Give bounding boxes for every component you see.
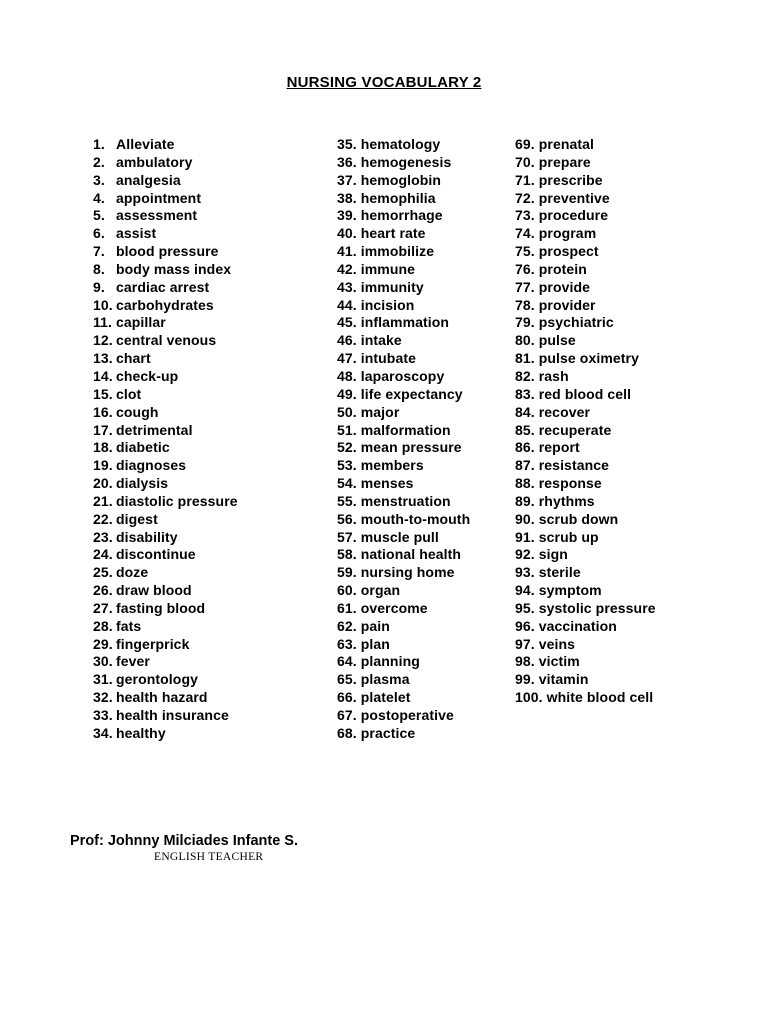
item-word: central venous	[116, 332, 217, 349]
document-title: NURSING VOCABULARY 2	[286, 74, 482, 91]
vocabulary-item	[93, 653, 238, 671]
vocabulary-item: 81. pulse oximetry	[515, 350, 639, 367]
item-number: 19.	[93, 457, 113, 474]
vocabulary-item: 80. pulse	[515, 332, 576, 349]
item-word: capillar	[116, 314, 166, 331]
vocabulary-item: 39. hemorrhage	[337, 207, 443, 224]
vocabulary-item: 68. practice	[337, 724, 416, 741]
vocabulary-item: 67. postoperative	[337, 707, 454, 723]
vocabulary-item: 76. protein	[515, 260, 587, 277]
vocabulary-item: 85. recuperate	[515, 421, 612, 438]
item-word: appointment	[116, 189, 202, 206]
vocabulary-item: 66. platelet	[337, 689, 411, 706]
vocabulary-item: 88. response	[515, 475, 602, 492]
vocabulary-item: 90. scrub down	[515, 510, 619, 527]
vocabulary-item: 94. symptom	[515, 582, 602, 599]
vocabulary-item: 95. systolic pressure	[515, 599, 656, 616]
vocabulary-column-1	[93, 136, 238, 743]
vocabulary-item: 89. rhythms	[515, 492, 595, 509]
item-word: fasting blood	[116, 599, 206, 616]
item-number: 12.	[93, 332, 113, 349]
vocabulary-item	[93, 689, 238, 707]
vocabulary-item: 41. immobilize	[337, 243, 435, 260]
vocabulary-item: 61. overcome	[337, 599, 428, 616]
item-word: ambulatory	[116, 153, 193, 170]
item-number: 27.	[93, 599, 113, 616]
vocabulary-item: 35. hematology	[337, 136, 441, 152]
vocabulary-item	[93, 368, 238, 386]
vocabulary-item: 53. members	[337, 457, 424, 474]
vocabulary-item: 83. red blood cell	[515, 385, 632, 402]
vocabulary-item	[93, 457, 238, 475]
vocabulary-item: 54. menses	[337, 475, 414, 492]
vocabulary-item: 48. laparoscopy	[337, 367, 445, 384]
vocabulary-item: 64. planning	[337, 653, 420, 670]
vocabulary-item: 60. organ	[337, 582, 401, 599]
item-number: 14.	[93, 367, 113, 384]
item-number: 8.	[93, 260, 105, 277]
vocabulary-item: 79. psychiatric	[515, 314, 614, 331]
vocabulary-item: 82. rash	[515, 367, 569, 384]
professor-role: ENGLISH TEACHER	[154, 851, 264, 863]
vocabulary-item	[93, 582, 238, 600]
vocabulary-item: 86. report	[515, 439, 580, 456]
item-word: assessment	[116, 207, 198, 224]
item-word: diagnoses	[116, 457, 187, 474]
item-word: cardiac arrest	[116, 278, 210, 295]
item-word: detrimental	[116, 421, 193, 438]
vocabulary-item: 63. plan	[337, 635, 390, 652]
vocabulary-item	[93, 243, 238, 261]
vocabulary-item: 70. prepare	[515, 153, 591, 170]
vocabulary-item: 40. heart rate	[337, 225, 426, 242]
vocabulary-item	[93, 332, 238, 350]
item-word: doze	[116, 564, 149, 581]
vocabulary-item	[93, 600, 238, 618]
item-word: fever	[116, 653, 150, 670]
item-number: 25.	[93, 564, 113, 581]
vocabulary-item: 72. preventive	[515, 189, 610, 206]
vocabulary-item	[93, 404, 238, 422]
item-number: 33.	[93, 707, 113, 723]
item-word: dialysis	[116, 475, 169, 492]
item-word: diastolic pressure	[116, 492, 238, 509]
vocabulary-item: 58. national health	[337, 546, 462, 563]
vocabulary-item	[93, 529, 238, 547]
vocabulary-item	[93, 439, 238, 457]
vocabulary-item: 77. provide	[515, 278, 591, 295]
item-number: 15.	[93, 385, 113, 402]
item-word: cough	[116, 403, 159, 420]
vocabulary-item: 45. inflammation	[337, 314, 450, 331]
vocabulary-item: 59. nursing home	[337, 564, 455, 581]
item-number: 24.	[93, 546, 113, 563]
vocabulary-item: 49. life expectancy	[337, 385, 463, 402]
item-number: 10.	[93, 296, 113, 313]
item-number: 4.	[93, 189, 105, 206]
item-word: gerontology	[116, 671, 198, 688]
vocabulary-item	[93, 493, 238, 511]
item-number: 28.	[93, 617, 113, 634]
item-number: 3.	[93, 171, 105, 188]
item-number: 11.	[93, 314, 112, 331]
item-number: 16.	[93, 403, 113, 420]
vocabulary-item	[93, 671, 238, 689]
item-number: 22.	[93, 510, 113, 527]
item-number: 9.	[93, 278, 105, 295]
item-word: check-up	[116, 367, 179, 384]
vocabulary-item	[93, 190, 238, 208]
vocabulary-item: 50. major	[337, 403, 400, 420]
vocabulary-item: 93. sterile	[515, 564, 581, 581]
item-word: discontinue	[116, 546, 196, 563]
vocabulary-item: 96. vaccination	[515, 617, 617, 634]
item-word: draw blood	[116, 582, 192, 599]
vocabulary-item: 69. prenatal	[515, 136, 595, 152]
vocabulary-item: 47. intubate	[337, 350, 416, 367]
vocabulary-item	[93, 386, 238, 404]
item-number: 5.	[93, 207, 105, 224]
item-number: 23.	[93, 528, 113, 545]
item-number: 21.	[93, 492, 113, 509]
item-number: 2.	[93, 153, 105, 170]
item-number: 20.	[93, 475, 113, 492]
item-number: 31.	[93, 671, 113, 688]
vocabulary-item: 42. immune	[337, 260, 416, 277]
vocabulary-item	[93, 172, 238, 190]
vocabulary-item: 97. veins	[515, 635, 576, 652]
item-word: carbohydrates	[116, 296, 214, 313]
vocabulary-item: 75. prospect	[515, 243, 599, 260]
vocabulary-item: 57. muscle pull	[337, 528, 439, 545]
item-word: fingerprick	[116, 635, 190, 652]
item-word: Alleviate	[116, 136, 175, 152]
item-word: health insurance	[116, 707, 229, 723]
vocabulary-item	[93, 546, 238, 564]
vocabulary-item: 78. provider	[515, 296, 596, 313]
vocabulary-item: 38. hemophilia	[337, 189, 436, 206]
item-word: digest	[116, 510, 158, 527]
vocabulary-item: 100. white blood cell	[515, 689, 654, 706]
vocabulary-item	[93, 136, 238, 154]
vocabulary-item	[93, 154, 238, 172]
vocabulary-item	[93, 422, 238, 440]
item-word: diabetic	[116, 439, 170, 456]
vocabulary-item: 91. scrub up	[515, 528, 599, 545]
item-number: 26.	[93, 582, 113, 599]
vocabulary-item	[93, 564, 238, 582]
vocabulary-item: 73. procedure	[515, 207, 609, 224]
vocabulary-item: 55. menstruation	[337, 492, 451, 509]
vocabulary-item: 87. resistance	[515, 457, 610, 474]
vocabulary-item: 44. incision	[337, 296, 415, 313]
vocabulary-item: 51. malformation	[337, 421, 451, 438]
vocabulary-item	[93, 511, 238, 529]
item-number: 6.	[93, 225, 105, 242]
item-word: blood pressure	[116, 243, 219, 260]
item-word: analgesia	[116, 171, 181, 188]
vocabulary-column-2	[337, 136, 470, 743]
vocabulary-item	[93, 618, 238, 636]
vocabulary-item: 43. immunity	[337, 278, 424, 295]
item-number: 30.	[93, 653, 113, 670]
vocabulary-item	[93, 261, 238, 279]
item-word: chart	[116, 350, 151, 367]
vocabulary-item	[93, 636, 238, 654]
vocabulary-item	[93, 297, 238, 315]
item-number: 13.	[93, 350, 113, 367]
item-number: 29.	[93, 635, 113, 652]
vocabulary-item: 37. hemoglobin	[337, 171, 442, 188]
vocabulary-item	[93, 207, 238, 225]
vocabulary-item: 56. mouth-to-mouth	[337, 510, 471, 527]
item-number: 18.	[93, 439, 113, 456]
vocabulary-item: 62. pain	[337, 617, 390, 634]
vocabulary-item: 74. program	[515, 225, 597, 242]
item-word: fats	[116, 617, 142, 634]
vocabulary-item: 36. hemogenesis	[337, 153, 452, 170]
vocabulary-item	[93, 350, 238, 368]
vocabulary-item	[93, 725, 238, 743]
professor-name: Prof: Johnny Milciades Infante S.	[70, 833, 299, 849]
vocabulary-item	[93, 475, 238, 493]
vocabulary-item: 98. victim	[515, 653, 580, 670]
vocabulary-item	[93, 707, 238, 725]
vocabulary-item: 71. prescribe	[515, 171, 603, 188]
vocabulary-item	[93, 314, 238, 332]
item-word: health hazard	[116, 689, 208, 706]
vocabulary-item: 92. sign	[515, 546, 568, 563]
item-word: healthy	[116, 724, 166, 741]
item-word: clot	[116, 385, 142, 402]
item-number: 32.	[93, 689, 113, 706]
item-number: 7.	[93, 243, 105, 260]
vocabulary-item: 99. vitamin	[515, 671, 589, 688]
vocabulary-column-3	[515, 136, 656, 707]
vocabulary-item: 52. mean pressure	[337, 439, 462, 456]
item-number: 34.	[93, 724, 113, 741]
vocabulary-item	[93, 279, 238, 297]
item-word: body mass index	[116, 260, 232, 277]
item-number: 1.	[93, 136, 105, 152]
vocabulary-item: 46. intake	[337, 332, 402, 349]
item-number: 17.	[93, 421, 113, 438]
vocabulary-item	[93, 225, 238, 243]
vocabulary-item: 84. recover	[515, 403, 591, 420]
item-word: assist	[116, 225, 157, 242]
vocabulary-item: 65. plasma	[337, 671, 410, 688]
item-word: disability	[116, 528, 178, 545]
